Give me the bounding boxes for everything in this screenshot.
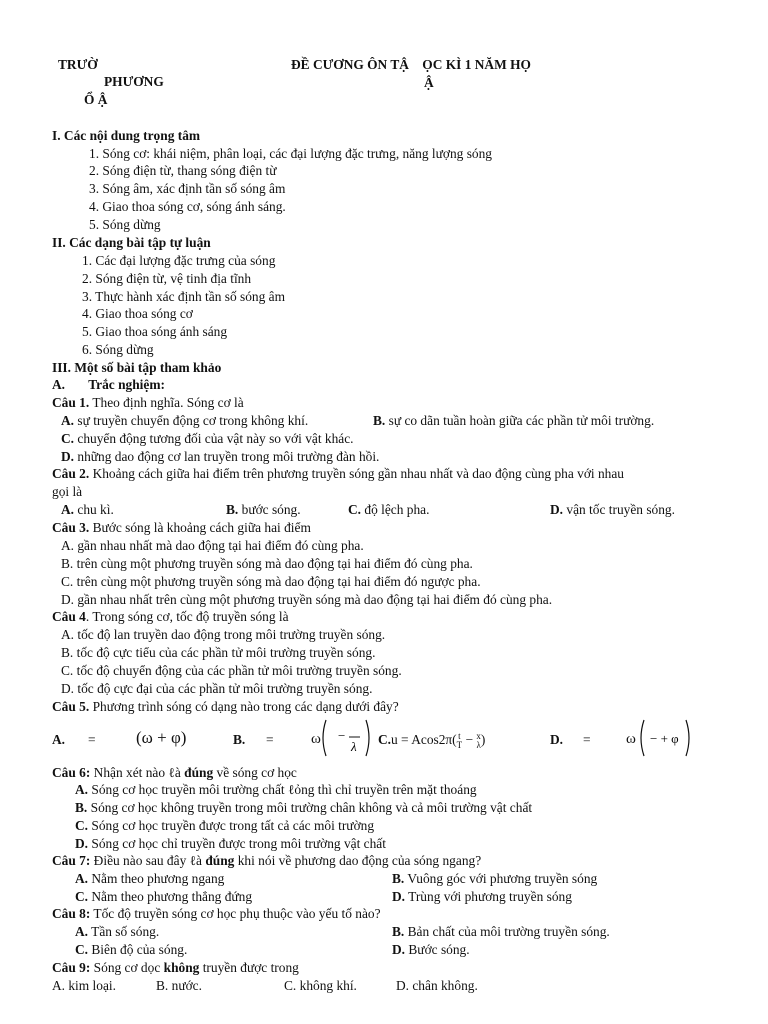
option-d: [61, 449, 379, 465]
option-text: chu kì.: [74, 502, 114, 517]
option-c: C. tốc độ chuyển động của các phần tử môi trường truyền sóng.: [61, 663, 402, 678]
option-b: [226, 502, 301, 518]
list-item: 4. Giao thoa sóng cơ, sóng ánh sáng.: [89, 199, 286, 214]
section-heading: II. Các dạng bài tập tự luận: [52, 235, 211, 250]
school-name-line3: Ổ Ậ: [84, 92, 108, 107]
option-d-letter: D.: [550, 732, 564, 747]
option-b-letter: B.: [233, 732, 246, 747]
list-item: 1. Sóng cơ: khái niệm, phân loại, các đại lượng đặc trưng, năng lượng sóng: [89, 146, 492, 161]
option-letter: B.: [226, 502, 239, 517]
option-d: D. tốc độ cực đại của các phần tử môi trường truyền sóng.: [61, 681, 373, 696]
option-letter: B.: [392, 871, 405, 886]
question-1: [52, 395, 244, 411]
option-text: sự truyền chuyển động cơ trong không khí.: [74, 413, 309, 428]
list-item: 2. Sóng điện từ, thang sóng điện từ: [89, 163, 277, 178]
school-name-line2: PHƯƠNG: [104, 74, 164, 89]
fraction-x-over-lambda: x λ: [476, 731, 481, 750]
option-letter: C.: [75, 818, 89, 833]
option-letter: D.: [75, 836, 89, 851]
equation-c: u = Acos2π(t T − x λ): [391, 731, 486, 750]
equation-b-parens: [318, 718, 376, 758]
option-a: A. gần nhau nhất mà dao động tại hai điểm đó cùng pha.: [61, 538, 364, 553]
option-a: A. tốc độ lan truyền dao động trong môi trường truyền sóng.: [61, 627, 386, 642]
question-text: Sóng cơ dọc: [90, 960, 164, 975]
option-a: [75, 782, 477, 798]
option-c: [348, 502, 429, 518]
option-letter: B.: [75, 800, 88, 815]
option-d: [392, 889, 572, 905]
option-a-letter: A.: [52, 732, 66, 747]
option-letter: C.: [75, 889, 89, 904]
equation-d-parens: [636, 718, 694, 758]
option-b: [392, 924, 610, 940]
option-text: Biên độ của sóng.: [88, 942, 188, 957]
equation-text: u = Acos2π(: [391, 732, 457, 748]
question-text: Bước sóng là khoảng cách giữa hai điểm: [89, 520, 311, 535]
option-d: D. gần nhau nhất trên cùng một phương truyền sóng mà dao động tại hai điểm đó cùng pha.: [61, 592, 553, 607]
question-6: [52, 765, 297, 781]
school-name-line1: TRƯỜ: [58, 57, 98, 72]
question-8: [52, 906, 381, 922]
option-b: [392, 871, 597, 887]
equation-equals: =: [88, 732, 96, 747]
option-letter: C.: [348, 502, 362, 517]
option-c: [61, 431, 354, 447]
question-text: Khoảng cách giữa hai điểm trên phương truyền sóng gần nhau nhất và dao động cùng pha với nhau: [89, 466, 625, 481]
option-text: Sóng cơ học truyền được trong tất cả các môi trường: [88, 818, 375, 833]
question-label: Câu 5.: [52, 699, 90, 714]
option-letter: C.: [61, 431, 75, 446]
option-text: Vuông góc với phương truyền sóng: [404, 871, 598, 886]
option-d: D. chân không.: [396, 978, 478, 993]
question-label: Câu 3.: [52, 520, 90, 535]
question-label: Câu 8:: [52, 906, 91, 921]
question-7: [52, 853, 481, 869]
option-text: Sóng cơ học chỉ truyền được trong môi trường vật chất: [88, 836, 386, 851]
question-text: Nhận xét nào ℓà: [90, 765, 185, 780]
option-c: C. không khí.: [284, 978, 357, 993]
option-letter: A.: [75, 782, 89, 797]
question-emphasis: không: [163, 960, 200, 975]
subsection-heading: A. Trắc nghiệm:: [52, 377, 165, 392]
option-d: [75, 836, 386, 852]
option-text: Bản chất của môi trường truyền sóng.: [404, 924, 610, 939]
option-d: [392, 942, 470, 958]
question-label: Câu 7:: [52, 853, 91, 868]
option-text: Trùng với phương truyền sóng: [405, 889, 572, 904]
list-item: 3. Thực hành xác định tần số sóng âm: [82, 289, 285, 304]
question-9: [52, 960, 299, 976]
equation-d: [626, 730, 636, 748]
option-text: sự co dãn tuần hoàn giữa các phần tử môi trường.: [385, 413, 655, 428]
option-text: Sóng cơ học truyền môi trường chất ℓỏng thì chỉ truyền trên mặt thoáng: [88, 782, 477, 797]
option-b: B. tốc độ cực tiểu của các phần tử môi trường truyền sóng.: [61, 645, 376, 660]
option-text: những dao động cơ lan truyền trong môi trường đàn hồi.: [74, 449, 380, 464]
option-b: B. nước.: [156, 978, 202, 993]
question-label: Câu 2.: [52, 466, 90, 481]
option-letter: A.: [75, 924, 89, 939]
question-text: Phương trình sóng có dạng nào trong các dạng dưới đây?: [89, 699, 399, 714]
option-c: [75, 818, 374, 834]
option-letter: D.: [61, 449, 75, 464]
list-item: 2. Sóng điện từ, vệ tinh địa tĩnh: [82, 271, 252, 286]
option-a: [75, 871, 224, 887]
option-a: [75, 924, 159, 940]
equation-symbol: ω: [626, 731, 636, 747]
option-text: Bước sóng.: [405, 942, 470, 957]
question-text: Theo định nghĩa. Sóng cơ là: [89, 395, 244, 410]
question-2: [52, 466, 624, 482]
question-text: khi nói về phương dao động của sóng ngang?: [234, 853, 482, 868]
fraction-t-over-T: t T: [456, 731, 463, 750]
question-text: về sóng cơ học: [213, 765, 297, 780]
question-label: Câu 6:: [52, 765, 91, 780]
option-text: Tần số sóng.: [88, 924, 160, 939]
option-letter: A.: [75, 871, 89, 886]
question-label: Câu 9:: [52, 960, 91, 975]
option-c: C. trên cùng một phương truyền sóng mà dao động tại hai điểm đó ngược pha.: [61, 574, 481, 589]
option-text: vận tốc truyền sóng.: [563, 502, 675, 517]
list-item: 5. Sóng dừng: [89, 217, 161, 232]
question-text-continued: gọi là: [52, 484, 83, 499]
question-text: Điều nào sau đây ℓà: [90, 853, 206, 868]
question-text: Tốc độ truyền sóng cơ học phụ thuộc vào yếu tố nào?: [90, 906, 381, 921]
option-c: [75, 942, 187, 958]
question-4: [52, 609, 289, 625]
document-title-line2: Ậ: [424, 75, 434, 90]
equation-equals: =: [583, 732, 591, 747]
equation-equals: =: [266, 732, 274, 747]
question-3: [52, 520, 311, 536]
question-emphasis: đúng: [184, 765, 214, 780]
option-text: bước sóng.: [238, 502, 301, 517]
option-c-letter: C.: [378, 732, 392, 747]
option-letter: B.: [373, 413, 386, 428]
option-letter: D.: [392, 889, 406, 904]
option-a: A. kim loại.: [52, 978, 116, 993]
equation-symbol: ω: [311, 731, 321, 747]
section-heading: III. Một số bài tập tham khảo: [52, 360, 222, 375]
question-text: . Trong sóng cơ, tốc độ truyền sóng là: [85, 609, 289, 624]
option-letter: C.: [75, 942, 89, 957]
question-text: truyền được trong: [199, 960, 299, 975]
list-item: 1. Các đại lượng đặc trưng của sóng: [82, 253, 276, 268]
svg-text:λ: λ: [351, 739, 357, 754]
option-b: [373, 413, 654, 429]
document-title: ĐỀ CƯƠNG ÔN TẬ ỌC KÌ 1 NĂM HỌ: [291, 57, 531, 72]
option-a: [61, 413, 308, 429]
list-item: 6. Sóng dừng: [82, 342, 154, 357]
list-item: 3. Sóng âm, xác định tần số sóng âm: [89, 181, 286, 196]
option-a: [61, 502, 114, 518]
option-c: [75, 889, 252, 905]
option-text: Nằm theo phương thẳng đứng: [88, 889, 253, 904]
option-text: Sóng cơ học không truyền trong môi trường chân không và cả môi trường vật chất: [87, 800, 533, 815]
section-heading: I. Các nội dung trọng tâm: [52, 128, 201, 143]
option-b: B. trên cùng một phương truyền sóng mà dao động tại hai điểm đó cùng pha.: [61, 556, 473, 571]
option-b: [75, 800, 532, 816]
list-item: 4. Giao thoa sóng cơ: [82, 306, 193, 321]
option-d: [550, 502, 675, 518]
question-label: Câu 1.: [52, 395, 90, 410]
svg-text:− + φ: − + φ: [650, 731, 679, 746]
svg-text:−: −: [338, 728, 346, 743]
question-5: [52, 699, 399, 715]
option-text: Nằm theo phương ngang: [88, 871, 225, 886]
question-label: Câu 4: [52, 609, 86, 624]
option-text: chuyển động tương đối của vật này so với vật khác.: [74, 431, 354, 446]
option-text: độ lệch pha.: [361, 502, 430, 517]
option-letter: A.: [61, 413, 75, 428]
option-letter: A.: [61, 502, 75, 517]
question-emphasis: đúng: [205, 853, 235, 868]
option-letter: B.: [392, 924, 405, 939]
list-item: 5. Giao thoa sóng ánh sáng: [82, 324, 228, 339]
option-letter: D.: [392, 942, 406, 957]
option-letter: D.: [550, 502, 564, 517]
equation-a: (ω + φ): [136, 728, 187, 747]
